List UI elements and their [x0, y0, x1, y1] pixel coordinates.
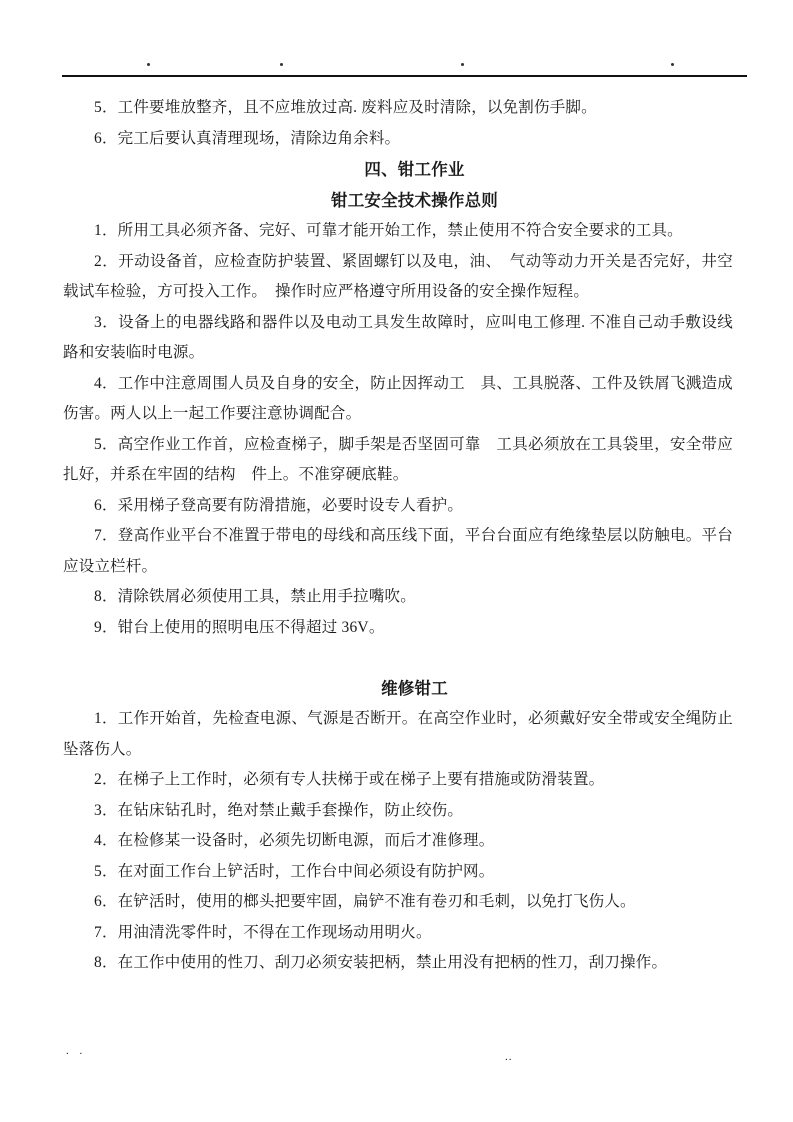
list-item: 1．工作开始首，先检查电源、气源是否断开。在高空作业时，必须戴好安全带或安全绳防止坠落伤人。	[63, 710, 733, 758]
list-item: 2．在梯子上工作时，必须有专人扶梯于或在梯子上要有措施或防滑装置。	[94, 771, 605, 788]
list-item: 7．登高作业平台不准置于带电的母线和高压线下面，平台台面应有绝缘垫层以防触电。平台应设立栏杆。	[63, 527, 733, 575]
list-item: 8．清除铁屑必须使用工具，禁止用手拉嘴吹。	[94, 588, 416, 605]
header-dot	[280, 63, 283, 66]
list-item: 3．在钻床钻孔时，绝对禁止戴手套操作，防止绞伤。	[94, 801, 464, 819]
list-item: 5．工件要堆放整齐，且不应堆放过高. 废料应及时清除，以免割伤手脚。	[94, 99, 597, 116]
list-item: 4．工作中注意周围人员及自身的安全，防止因挥动工 具、工具脱落、工件及铁屑飞溅造成伤害。两人以上一起工作要注意协调配合。	[63, 374, 733, 422]
header-dot	[147, 63, 150, 66]
header-dot	[671, 63, 674, 66]
list-item: 6．在铲活时，使用的榔头把要牢固，扁铲不准有卷刃和毛刺，以免打飞伤人。	[94, 893, 636, 910]
footer-mark-mid: ..	[505, 1051, 513, 1063]
section-title: 四、钳工作业	[364, 160, 465, 179]
list-item: 8．在工作中使用的性刀、刮刀必须安装把柄，禁止用没有把柄的性刀，刮刀操作。	[94, 954, 668, 971]
list-item: 7．用油清洗零件时，不得在工作现场动用明火。	[94, 923, 432, 941]
list-item: 5．在对面工作台上铲活时，工作台中间必须设有防护网。	[94, 862, 495, 880]
list-item: 1．所用工具必须齐备、完好、可靠才能开始工作，禁止使用不符合安全要求的工具。	[94, 222, 683, 239]
footer-mark-left: . .	[66, 1045, 87, 1057]
subsection-title-general-rules: 钳工安全技术操作总则	[331, 191, 498, 210]
list-item: 3．设备上的电器线路和器件以及电动工具发生故障时，应叫电工修理. 不准自己动手敷设线路和安装临时电源。	[63, 313, 733, 361]
list-item: 6．完工后要认真清理现场，清除边角余料。	[94, 129, 401, 147]
document-body	[63, 93, 733, 979]
list-item: 5．高空作业工作首，应检查梯子，脚手架是否坚固可靠 工具必须放在工具袋里，安全带应扎好，并系在牢固的结构 件上。不准穿硬底鞋。	[63, 435, 733, 483]
list-item: 2．开动设备首，应检查防护装置、紧固螺钉以及电，油、 气动等动力开关是否完好，井空载试车检验，方可投入工作。 操作时应严格遵守所用设备的安全操作短程。	[63, 252, 733, 300]
header-rule	[62, 75, 747, 77]
list-item: 6．采用梯子登高要有防滑措施，必要时设专人看护。	[94, 496, 464, 514]
subsection-title-maintenance-fitter: 维修钳工	[381, 679, 448, 698]
list-item: 9．钳台上使用的照明电压不得超过 36V。	[94, 618, 385, 636]
list-item: 4．在检修某一设备时，必须先切断电源，而后才准修理。	[94, 832, 495, 849]
header-dot	[461, 63, 464, 66]
